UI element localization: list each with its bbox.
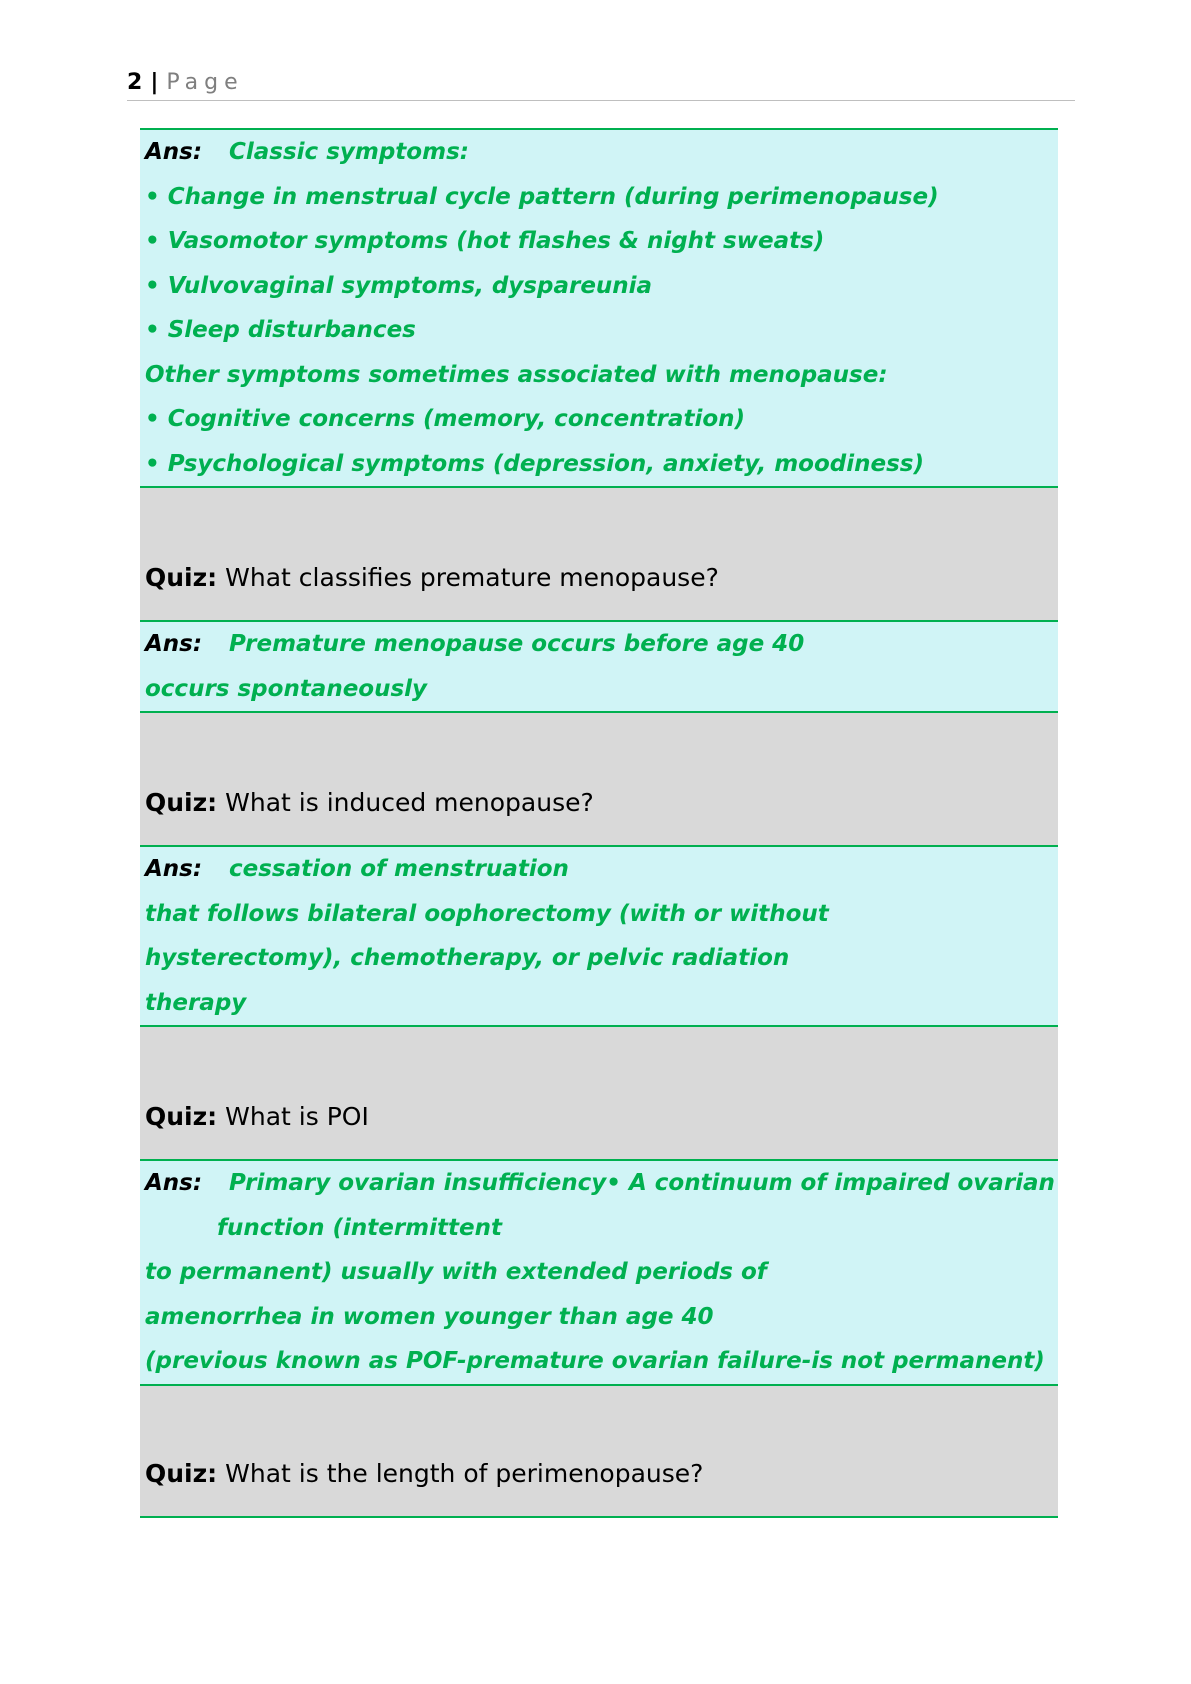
answer-line: • Change in menstrual cycle pattern (during perimenopause) — [145, 183, 939, 210]
page-separator: | — [150, 70, 159, 95]
quiz-content — [140, 128, 1058, 1518]
answer-text: Premature menopause occurs before age 40 — [229, 631, 805, 657]
quiz-question — [145, 1102, 369, 1131]
answer-label: Ans: — [145, 1170, 203, 1196]
answer-line — [145, 622, 1053, 667]
answer-block — [140, 620, 1058, 711]
answer-line: Other symptoms sometimes associated with menopause: — [145, 361, 888, 388]
answer-line: to permanent) usually with extended periods of — [145, 1259, 767, 1285]
answer-text: cessation of menstruation — [229, 856, 569, 882]
quiz-question-text: What classifies premature menopause? — [225, 563, 719, 592]
answer-line: amenorrhea in women younger than age 40 — [145, 1303, 714, 1330]
answer-label: Ans: — [145, 856, 203, 882]
quiz-question — [145, 1459, 703, 1488]
quiz-label: Quiz: — [145, 1458, 218, 1488]
quiz-question — [145, 563, 719, 592]
answer-line: function (intermittent — [217, 1214, 502, 1241]
answer-line: • Sleep disturbances — [145, 317, 416, 343]
answer-label: Ans: — [145, 139, 203, 165]
page-header — [127, 70, 1075, 101]
quiz-label: Quiz: — [145, 788, 218, 817]
quiz-block — [140, 1384, 1058, 1518]
quiz-question-text: What is POI — [225, 1102, 369, 1131]
page-number: 2 — [127, 70, 143, 95]
answer-label: Ans: — [145, 631, 203, 657]
page-word: Page — [166, 70, 244, 95]
answer-line: • Vulvovaginal symptoms, dyspareunia — [145, 272, 653, 299]
answer-line: hysterectomy), chemotherapy, or pelvic radiation — [145, 945, 790, 971]
quiz-question — [145, 788, 594, 817]
quiz-block — [140, 1025, 1058, 1159]
answer-line: that follows bilateral oophorectomy (with or without — [145, 900, 829, 927]
answer-block — [140, 1159, 1058, 1384]
answer-text: Primary ovarian insufficiency• A continuum of impaired ovarian — [229, 1170, 1055, 1196]
answer-line — [145, 1161, 1053, 1206]
answer-block — [140, 128, 1058, 486]
quiz-block — [140, 486, 1058, 620]
answer-line: (previous known as POF-premature ovarian failure-is not permanent) — [145, 1348, 1045, 1374]
answer-block — [140, 845, 1058, 1025]
answer-line — [145, 847, 1053, 892]
quiz-label: Quiz: — [145, 563, 218, 592]
answer-line: • Psychological symptoms (depression, anxiety, moodiness) — [145, 450, 924, 477]
quiz-question-text: What is the length of perimenopause? — [225, 1458, 704, 1488]
answer-text: Classic symptoms: — [229, 139, 469, 165]
answer-line: occurs spontaneously — [145, 675, 428, 702]
quiz-block — [140, 711, 1058, 845]
quiz-question-text: What is induced menopause? — [225, 788, 594, 817]
answer-line: • Vasomotor symptoms (hot flashes & night sweats) — [145, 228, 825, 254]
quiz-label: Quiz: — [145, 1102, 218, 1131]
answer-line: therapy — [145, 989, 247, 1016]
answer-line: • Cognitive concerns (memory, concentration) — [145, 406, 746, 432]
answer-line — [145, 130, 1053, 175]
